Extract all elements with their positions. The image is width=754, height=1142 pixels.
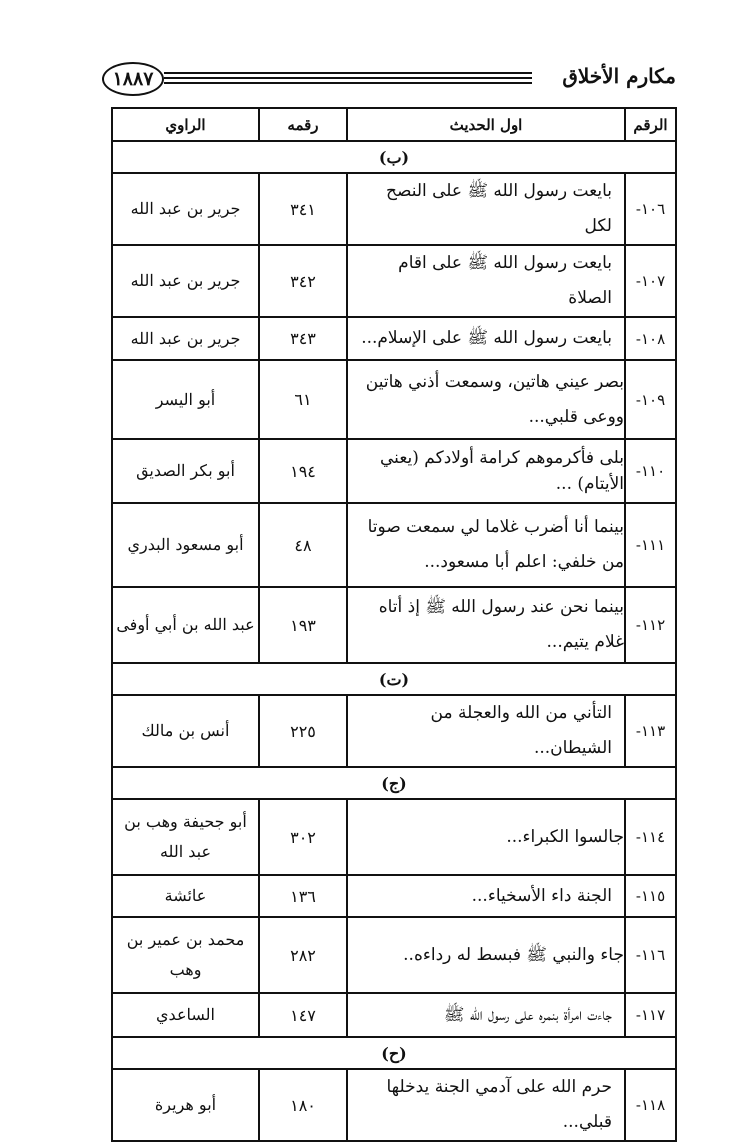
hadith-text: حرم الله على آدمي الجنة يدخلها قبلي... <box>347 1069 625 1141</box>
entry-number: ١٠٨- <box>625 317 676 360</box>
hadith-text: بايعت رسول الله ﷺ على النصح لكل <box>347 173 625 245</box>
entry-number: ١٠٩- <box>625 360 676 439</box>
narrator: أبو بكر الصديق <box>112 439 259 503</box>
narrator: أبو مسعود البدري <box>112 503 259 587</box>
narrator: عبد الله بن أبي أوفى <box>112 587 259 663</box>
hadith-ref: ٣٤٣ <box>259 317 347 360</box>
section-letter: (ج) <box>112 767 676 799</box>
column-header-ref: رقمه <box>259 108 347 141</box>
column-header-number: الرقم <box>625 108 676 141</box>
hadith-ref: ١٩٣ <box>259 587 347 663</box>
entry-number: ١١٣- <box>625 695 676 767</box>
hadith-ref: ٢٨٢ <box>259 917 347 993</box>
page-number: ١٨٨٧ <box>102 62 164 96</box>
book-title: مكارم الأخلاق <box>562 64 676 88</box>
hadith-ref: ٦١ <box>259 360 347 439</box>
hadith-ref: ٣٤٢ <box>259 245 347 317</box>
entry-number: ١١٥- <box>625 875 676 917</box>
entry-number: ١٠٧- <box>625 245 676 317</box>
header-rule <box>164 72 532 74</box>
hadith-ref: ٤٨ <box>259 503 347 587</box>
narrator: محمد بن عمير بن وهب <box>112 917 259 993</box>
section-row <box>112 663 676 695</box>
hadith-ref: ٣٠٢ <box>259 799 347 875</box>
narrator: جرير بن عبد الله <box>112 245 259 317</box>
hadith-text: بصر عيني هاتين، وسمعت أذني هاتين ووعى قلبي... <box>347 360 625 439</box>
hadith-text: جالسوا الكبراء... <box>347 799 625 875</box>
hadith-text: جاءت امرأة بنمره على رسول الله ﷺ <box>347 993 625 1037</box>
table-row <box>112 317 676 360</box>
entry-number: ١١١- <box>625 503 676 587</box>
page-header <box>98 62 682 98</box>
hadith-text: بينما أنا أضرب غلاما لي سمعت صوتا من خلفي: اعلم أبا مسعود... <box>347 503 625 587</box>
entry-number: ١١٢- <box>625 587 676 663</box>
hadith-ref: ١٩٤ <box>259 439 347 503</box>
narrator: الساعدي <box>112 993 259 1037</box>
section-row <box>112 767 676 799</box>
narrator: عائشة <box>112 875 259 917</box>
table-row <box>112 173 676 245</box>
section-letter: (ت) <box>112 663 676 695</box>
entry-number: ١١٦- <box>625 917 676 993</box>
table-row <box>112 245 676 317</box>
hadith-text: بينما نحن عند رسول الله ﷺ إذ أتاه غلام يتيم... <box>347 587 625 663</box>
hadith-text: التأني من الله والعجلة من الشيطان... <box>347 695 625 767</box>
section-letter: (ب) <box>112 141 676 173</box>
hadith-ref: ١٨٠ <box>259 1069 347 1141</box>
entry-number: ١٠٦- <box>625 173 676 245</box>
narrator: أبو اليسر <box>112 360 259 439</box>
header-rule <box>164 77 532 79</box>
table-row <box>112 1069 676 1141</box>
column-header-narrator: الراوي <box>112 108 259 141</box>
entry-number: ١١٨- <box>625 1069 676 1141</box>
narrator: جرير بن عبد الله <box>112 173 259 245</box>
hadith-text: بايعت رسول الله ﷺ على الإسلام... <box>347 317 625 360</box>
table-row <box>112 695 676 767</box>
entry-number: ١١٠- <box>625 439 676 503</box>
hadith-text: بلى فأكرموهم كرامة أولادكم (يعني الأيتام) ... <box>347 439 625 503</box>
table-row <box>112 917 676 993</box>
table-row <box>112 993 676 1037</box>
table-row <box>112 360 676 439</box>
header-rule <box>164 82 532 84</box>
table-row <box>112 503 676 587</box>
narrator: أبو هريرة <box>112 1069 259 1141</box>
hadith-index-table <box>111 107 677 1142</box>
column-header-hadith: اول الحديث <box>347 108 625 141</box>
entry-number: ١١٧- <box>625 993 676 1037</box>
hadith-ref: ١٣٦ <box>259 875 347 917</box>
hadith-ref: ١٤٧ <box>259 993 347 1037</box>
table-row <box>112 587 676 663</box>
hadith-text: جاء والنبي ﷺ فبسط له رداءه.. <box>347 917 625 993</box>
section-letter: (ح) <box>112 1037 676 1069</box>
section-row <box>112 1037 676 1069</box>
narrator: أنس بن مالك <box>112 695 259 767</box>
hadith-text: الجنة داء الأسخياء... <box>347 875 625 917</box>
entry-number: ١١٤- <box>625 799 676 875</box>
section-row <box>112 141 676 173</box>
narrator: جرير بن عبد الله <box>112 317 259 360</box>
table-header-row <box>112 108 676 141</box>
table-row <box>112 875 676 917</box>
table-row <box>112 799 676 875</box>
hadith-ref: ٢٢٥ <box>259 695 347 767</box>
hadith-ref: ٣٤١ <box>259 173 347 245</box>
narrator: أبو جحيفة وهب بن عبد الله <box>112 799 259 875</box>
table-row <box>112 439 676 503</box>
hadith-text: بايعت رسول الله ﷺ على اقام الصلاة <box>347 245 625 317</box>
